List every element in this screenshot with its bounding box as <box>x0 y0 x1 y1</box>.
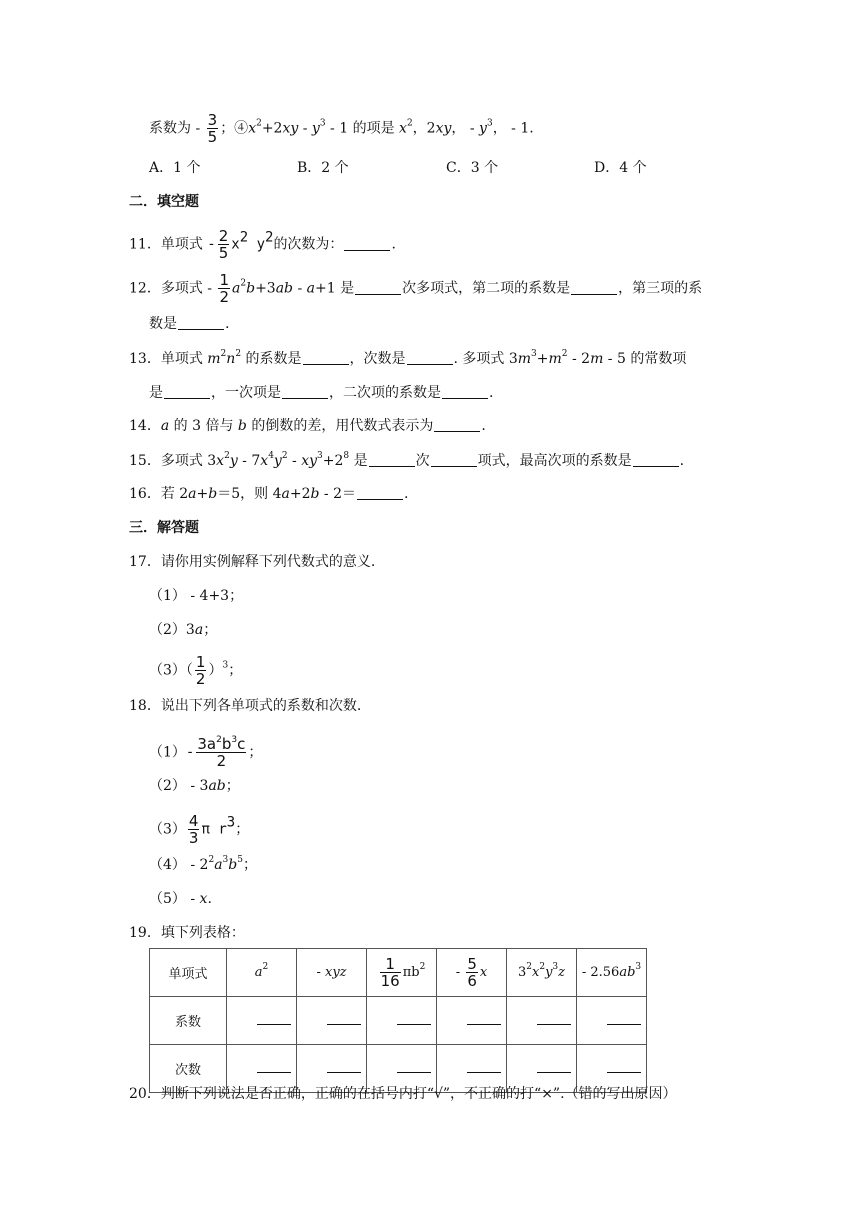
fraction: $\frac{3}{5}$ <box>207 111 218 146</box>
text: 系数为 - <box>149 120 205 137</box>
question-13-line2: 是 ，一次项是 ，二次项的系数是 . <box>149 385 494 401</box>
answer-blank[interactable] <box>257 1012 291 1025</box>
table-cell[interactable] <box>577 997 647 1045</box>
question-16: 16．若 2a+b＝5，则 4a+2b - 2＝ . <box>129 486 409 502</box>
table-cell[interactable] <box>297 997 367 1045</box>
table-cell[interactable] <box>227 997 297 1045</box>
option-b: B．2 个 <box>297 160 349 176</box>
question-19-title: 19．填下列表格： <box>129 925 245 941</box>
answer-blank[interactable] <box>607 1012 641 1025</box>
option-d: D．4 个 <box>594 160 647 176</box>
fraction: $\frac{2}{5}$ <box>218 227 229 262</box>
table-cell: $\frac{1}{16}$ $\pi b^2$ <box>367 949 437 997</box>
answer-blank[interactable] <box>431 452 477 467</box>
option-a: A．1 个 <box>149 160 201 176</box>
answer-blank[interactable] <box>537 1060 571 1073</box>
question-15: 15．多项式 $3x^2y - 7x^4y^2 - xy^3+2^8$ 是 次 项式，最高次项的系数是 . <box>129 451 685 469</box>
question-17-item-3: （3）（ $\frac{1}{2}$ ）$^3$； <box>149 653 243 688</box>
question-12-line2: 数是 . <box>149 316 230 332</box>
answer-blank[interactable] <box>327 1060 361 1073</box>
answer-blank[interactable] <box>407 350 453 365</box>
answer-blank[interactable] <box>397 1012 431 1025</box>
monomial-table <box>149 948 647 1093</box>
question-18-item-2: （2） - 3ab； <box>149 778 240 794</box>
table-cell: $3^2x^2y^3z$ <box>507 949 577 997</box>
fraction: $\frac{1}{2}$ <box>219 271 229 306</box>
question-18-item-3: （3） $\frac{4}{3}$ π $r^3$； <box>149 812 250 847</box>
answer-blank[interactable] <box>467 1012 501 1025</box>
answer-blank[interactable] <box>434 417 480 432</box>
question-13: 13．单项式 $m^2n^2$ 的系数是 ，次数是 . 多项式 $3m^3+m^2 - 2m - 5$ 的常数项 <box>129 349 687 367</box>
answer-blank[interactable] <box>344 236 390 251</box>
answer-blank[interactable] <box>178 315 224 330</box>
table-header-cell: 单项式 <box>150 949 227 997</box>
question-11: 11．单项式 - $\frac{2}{5}$ $x^2$ $y^2$的次数为： . <box>129 227 396 262</box>
table-header-cell: 次数 <box>150 1045 227 1093</box>
option-c: C．3 个 <box>446 160 499 176</box>
continuation-line: 系数为 - $\frac{3}{5}$ ；$④x^2+2xy - y^3 - 1$ 的项是 $x^2$，2xy， - $y^3$， - 1. <box>149 111 534 146</box>
question-17-title: 17．请你用实例解释下列代数式的意义. <box>129 554 376 570</box>
answer-blank[interactable] <box>327 1012 361 1025</box>
table-cell[interactable] <box>367 997 437 1045</box>
table-cell[interactable] <box>437 997 507 1045</box>
question-18-item-4: $(4) - 2^2a^3b^5$； <box>149 855 257 873</box>
question-18-item-5: （5） - x. <box>149 891 212 907</box>
table-row <box>150 997 647 1045</box>
fraction: $\frac{1}{2}$ <box>195 653 206 688</box>
answer-blank[interactable] <box>571 280 617 295</box>
answer-blank[interactable] <box>633 452 679 467</box>
answer-blank[interactable] <box>357 485 403 500</box>
answer-blank[interactable] <box>257 1060 291 1073</box>
answer-blank[interactable] <box>355 280 401 295</box>
table-cell: $a^2$ <box>227 949 297 997</box>
answer-blank[interactable] <box>164 384 210 399</box>
table-header-cell: 系数 <box>150 997 227 1045</box>
section-answer: 三．解答题 <box>129 520 199 536</box>
answer-blank[interactable] <box>303 350 349 365</box>
section-fill-in: 二．填空题 <box>129 194 199 210</box>
fraction: $\frac{4}{3}$ <box>188 812 199 847</box>
answer-blank[interactable] <box>282 384 328 399</box>
answer-blank[interactable] <box>607 1060 641 1073</box>
table-cell: - $2.56ab^3$ <box>577 949 647 997</box>
question-20: 20．判断下列说法是否正确，正确的在括号内打“√”，不正确的打“×”.（错的写出原因） <box>129 1086 677 1102</box>
question-12: 12．多项式 - $\frac{1}{2}$ $a^2b+3ab - a+1$ 是 次多项式，第二项的系数是 ，第三项的系 <box>129 271 703 306</box>
question-14: 14．a 的 3 倍与 b 的倒数的差，用代数式表示为 . <box>129 418 486 434</box>
table-cell[interactable] <box>507 997 577 1045</box>
answer-blank[interactable] <box>397 1060 431 1073</box>
answer-blank[interactable] <box>442 384 488 399</box>
table-cell: - $\frac{5}{6}$ x <box>437 949 507 997</box>
question-17-item-2: （2）3a； <box>149 622 218 638</box>
fraction: $\frac{3a^2b^3c}{2}$ <box>197 735 246 770</box>
question-18-item-1: （1）- $\frac{3a^2b^3c}{2}$ ； <box>149 735 263 770</box>
answer-blank[interactable] <box>537 1012 571 1025</box>
answer-blank[interactable] <box>369 452 415 467</box>
question-17-item-1: （1） - 4+3； <box>149 588 244 604</box>
table-cell: - xyz <box>297 949 367 997</box>
question-18-title: 18．说出下列各单项式的系数和次数. <box>129 698 362 714</box>
table-row <box>150 949 647 997</box>
answer-blank[interactable] <box>467 1060 501 1073</box>
